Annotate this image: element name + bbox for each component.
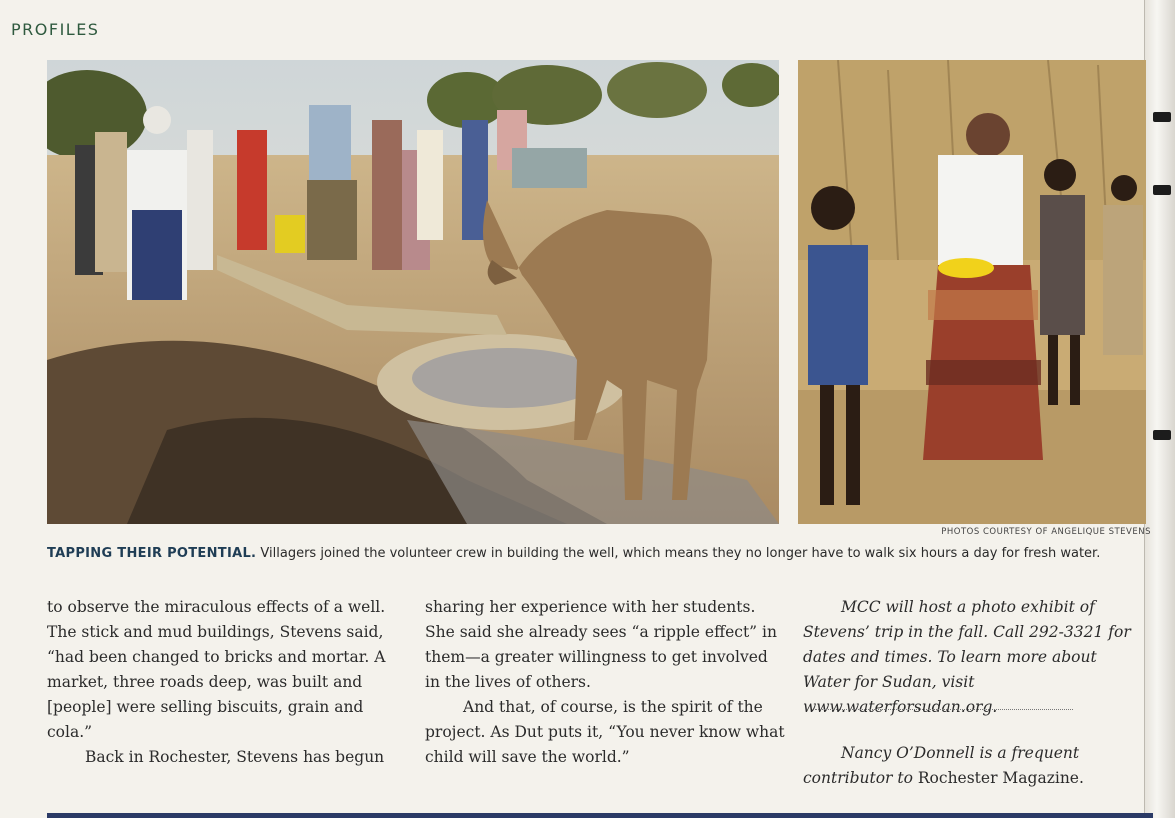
column-2-paragraph: sharing her experience with her students. She said she already sees “a ripple effect” in them—a greater willingness to get involved in the lives of others. — [425, 598, 777, 691]
binding-notch — [1153, 185, 1171, 195]
bio-divider — [815, 709, 1073, 710]
binding-notch — [1153, 112, 1171, 122]
bio-period: . — [1078, 769, 1084, 787]
column-2-paragraph: And that, of course, is the spirit of the project. As Dut puts it, “You never know what child will save the world.” — [425, 698, 785, 766]
bottom-rule — [47, 813, 1153, 818]
binding-notch — [1153, 430, 1171, 440]
author-bio-text: Nancy O’Donnell is a frequent contributor to — [803, 744, 1080, 787]
column-1-paragraph: to observe the miraculous effects of a well. The stick and mud buildings, Stevens said, “had been changed to bricks and mortar. A market, three roads deep, was built and [people] were selling biscuits, grain and cola.” — [47, 598, 386, 741]
article-column-1 — [47, 595, 407, 770]
article-column-3 — [803, 595, 1148, 791]
photo-caption — [47, 546, 1157, 561]
event-note: MCC will host a photo exhibit of Stevens’ trip in the fall. Call 292-3321 for dates and times. To learn more about Water for Sudan, visit www.waterforsudan.org. — [803, 598, 1131, 716]
caption-lead: TAPPING THEIR POTENTIAL. — [47, 546, 257, 561]
magazine-name: Rochester Magazine — [917, 769, 1079, 787]
volunteer-photo — [798, 60, 1146, 524]
caption-text: Villagers joined the volunteer crew in building the well, which means they no longer have to walk six hours a day for fresh water. — [256, 546, 1101, 561]
well-photo — [47, 60, 779, 524]
article-column-2 — [425, 595, 785, 770]
section-label: PROFILES — [11, 20, 100, 39]
photo-credit: PHOTOS COURTESY OF ANGELIQUE STEVENS — [941, 527, 1151, 537]
page-gutter-edge — [1144, 0, 1175, 818]
author-bio — [803, 741, 1148, 791]
column-1-paragraph: Back in Rochester, Stevens has begun — [85, 748, 385, 766]
